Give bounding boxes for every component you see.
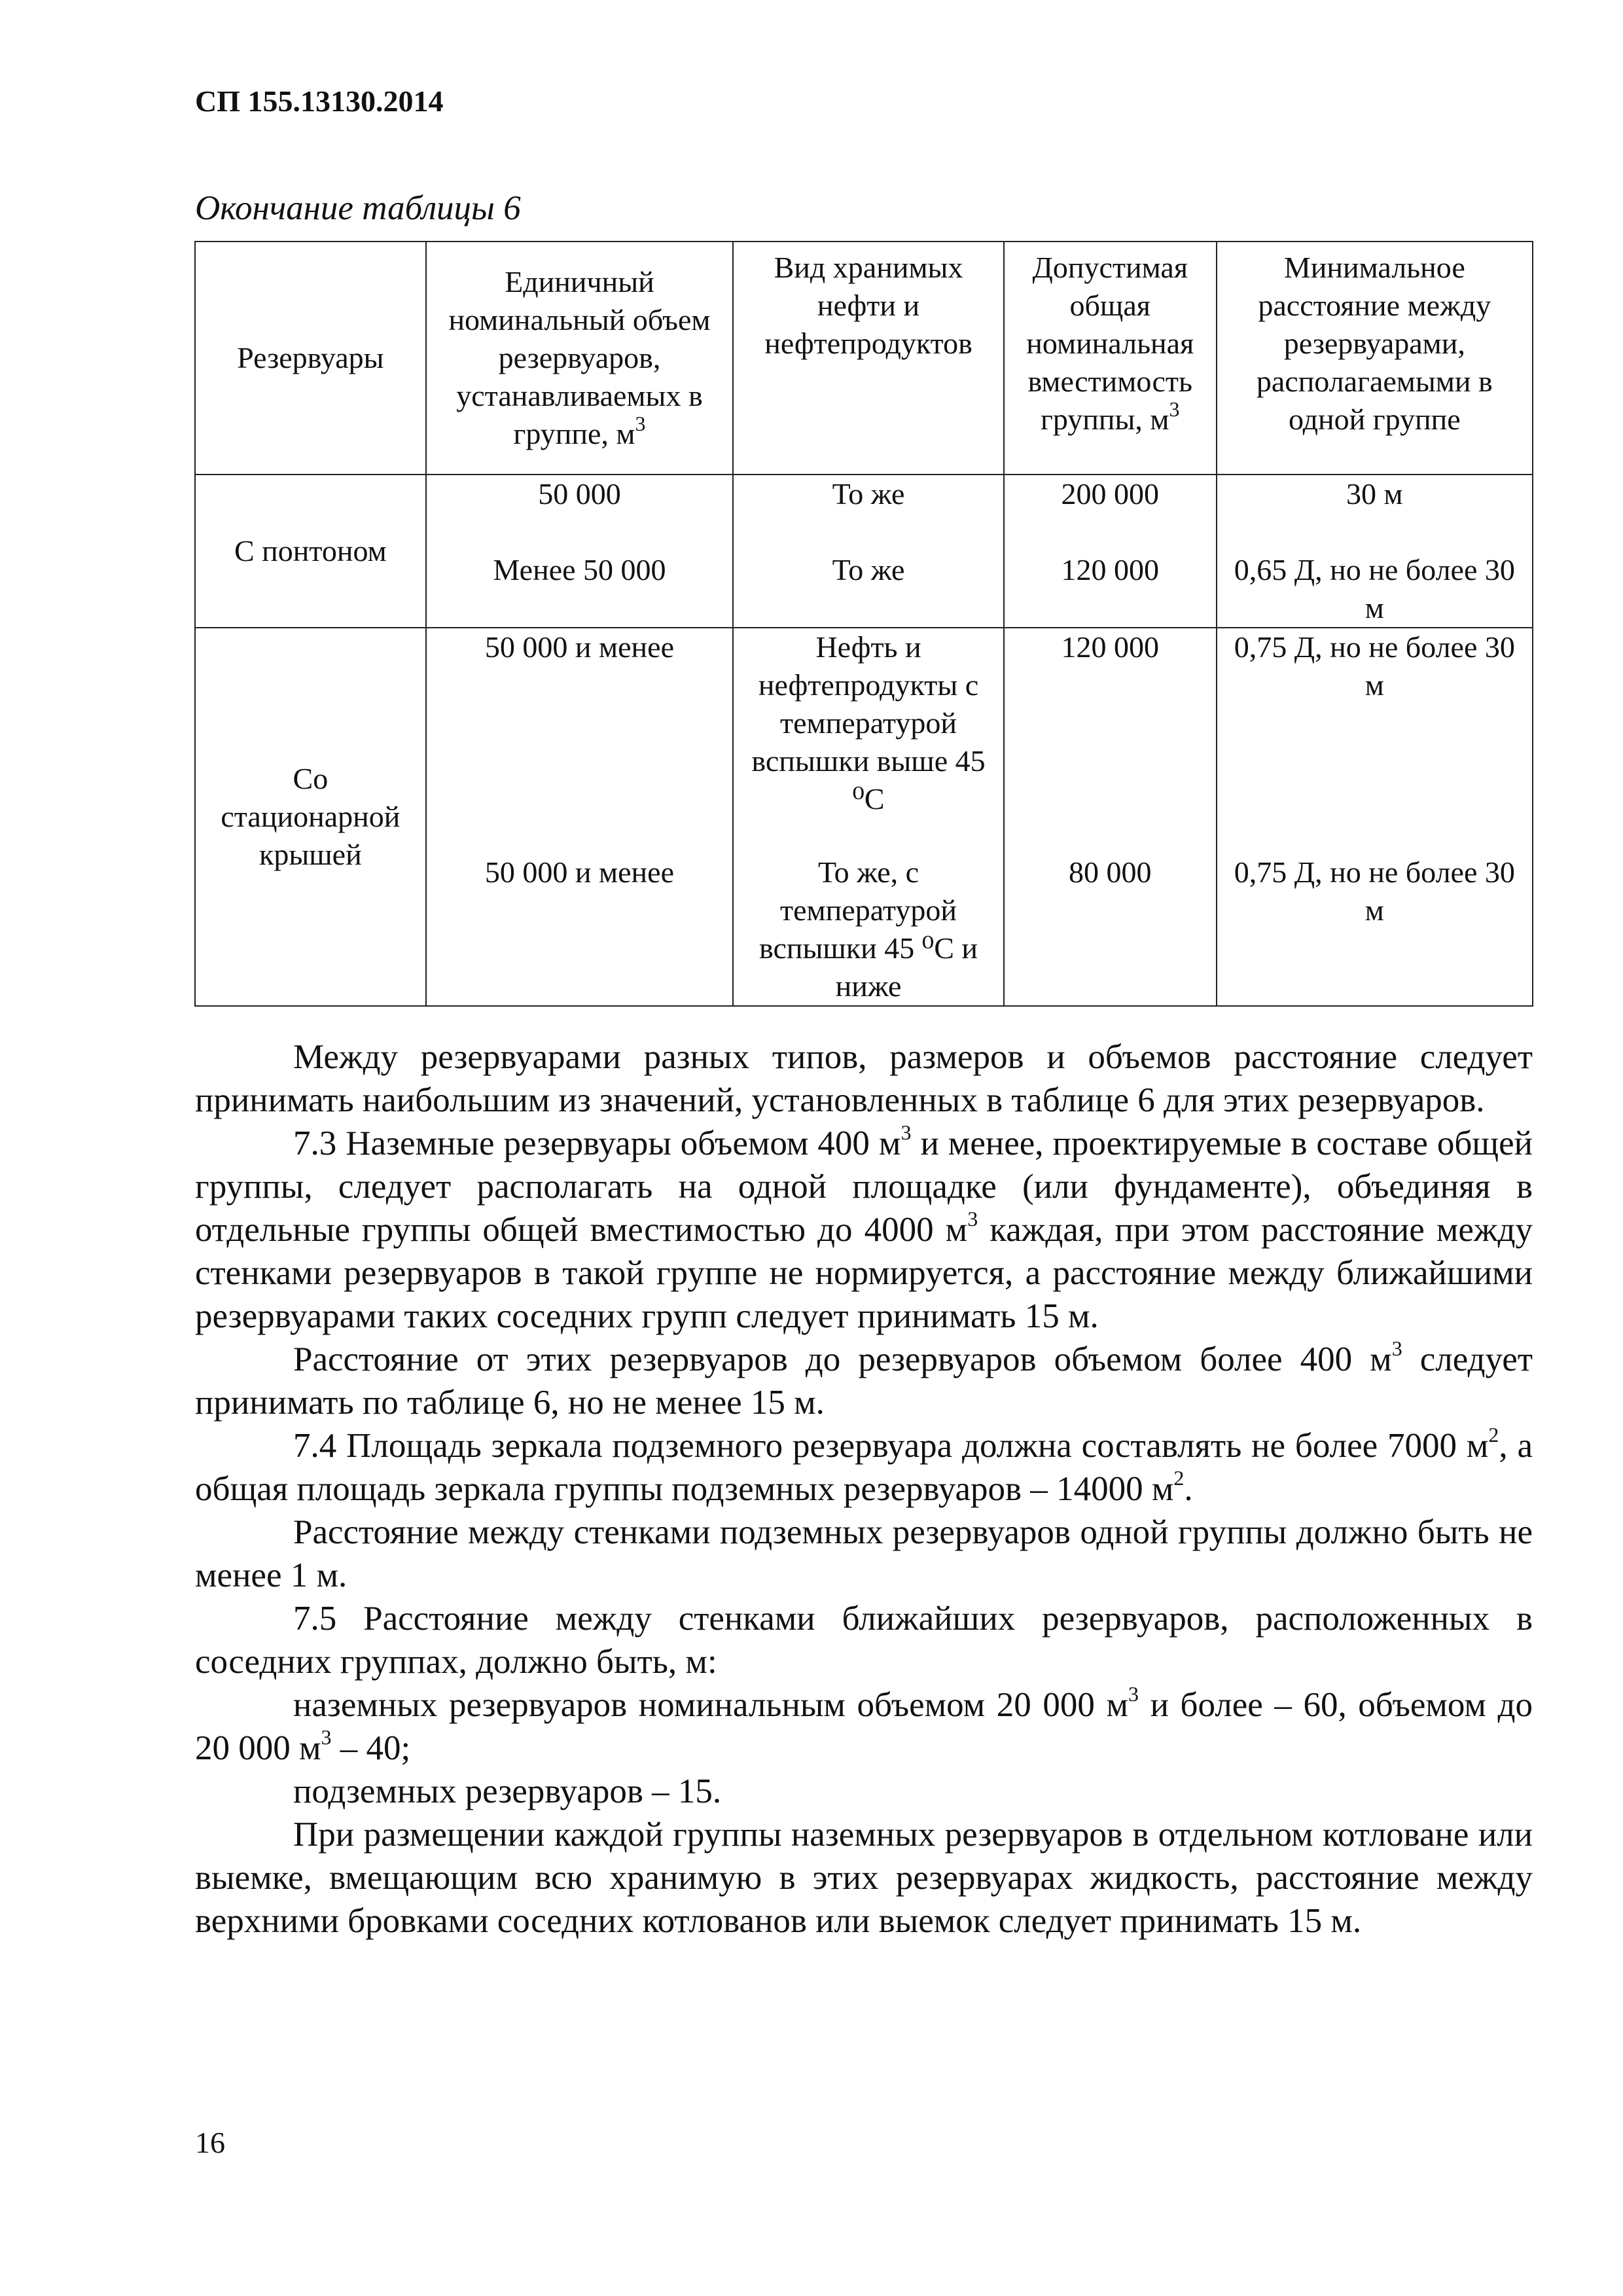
body-text (195, 1035, 1533, 1943)
column-header-tanks: Резервуары (195, 242, 426, 475)
tank-distance-table (194, 241, 1533, 1007)
min-distance-cell: 30 м 0,65 Д, но не более 30 м (1217, 475, 1533, 628)
group-capacity-cell: 200 000 120 000 (1004, 475, 1217, 628)
group-capacity-cell: 120 000 80 000 (1004, 628, 1217, 1006)
table-row (195, 628, 1533, 1006)
unit-volume-cell: 50 000 Менее 50 000 (426, 475, 734, 628)
min-distance-cell: 0,75 Д, но не более 30 м 0,75 Д, но не более 30 м (1217, 628, 1533, 1006)
paragraph: Расстояние между стенками подземных резервуаров одной группы должно быть не менее 1 м. (195, 1513, 1533, 1594)
product-type-cell: Нефть и нефтепродукты с температурой вспышки выше 45 ⁰С То же, с температурой вспышки 45 ⁰С и ниже (733, 628, 1004, 1006)
column-header-min-distance: Минимальное расстояние между резервуарами, располагаемыми в одной группе (1217, 242, 1533, 475)
paragraph: подземных резервуаров – 15. (293, 1772, 722, 1810)
page-number: 16 (195, 2126, 225, 2159)
paragraph-7-5: 7.5 Расстояние между стенками ближайших резервуаров, расположенных в соседних группах, должно быть, м: (195, 1600, 1533, 1681)
unit-volume-cell: 50 000 и менее 50 000 и менее (426, 628, 734, 1006)
product-type-cell: То же То же (733, 475, 1004, 628)
paragraph: При размещении каждой группы наземных резервуаров в отдельном котловане или выемке, вмещающим всю хранимую в этих резервуарах жидкость, расстояние между верхними бровками соседних котлованов или выемок следует принимать 15 м. (195, 1816, 1533, 1940)
table-header-row (195, 242, 1533, 475)
paragraph-7-3: 7.3 Наземные резервуары объемом 400 $м^3$ и менее, проектируемые в составе общей группы, следует располагать на одной площадке (или фундаменте), объединяя в отдельные группы общей вместимостью до 4000 $м^3$ каждая, при этом расстояние между стенками резервуаров в такой группе не нормируется, а расстояние между ближайшими резервуарами таких соседних групп следует принимать 15 м. (195, 1121, 1533, 1335)
column-header-group-capacity: Допустимая общая номинальная вместимость группы, $м^3$ (1004, 242, 1217, 475)
table-caption: Окончание таблицы 6 (195, 189, 521, 227)
tank-type-cell: С понтоном (195, 475, 426, 628)
column-header-unit-volume: Единичный номинальный объем резервуаров, устанавливаемых в группе, $м^3$ (426, 242, 734, 475)
table-row (195, 475, 1533, 628)
paragraph: наземных резервуаров номинальным объемом 20 000 $м^3$ и более – 60, объемом до 20 000 $м^3 - 40$; (195, 1682, 1533, 1767)
document-code: СП 155.13130.2014 (195, 84, 444, 118)
paragraph-7-4: 7.4 Площадь зеркала подземного резервуара должна составлять не более 7000 $м^2$, а общая площадь зеркала группы подземных резервуаров – 14000 $м^2$. (195, 1423, 1533, 1508)
column-header-product-type: Вид хранимых нефти и нефтепродуктов (733, 242, 1004, 475)
paragraph: Между резервуарами разных типов, размеров и объемов расстояние следует принимать наибольшим из значений, установленных в таблице 6 для этих резервуаров. (195, 1038, 1533, 1119)
paragraph: Расстояние от этих резервуаров до резервуаров объемом более 400 $м^3$ следует принимать по таблице 6, но не менее 15 м. (195, 1336, 1533, 1422)
tank-type-cell: Со стационарной крышей (195, 628, 426, 1006)
